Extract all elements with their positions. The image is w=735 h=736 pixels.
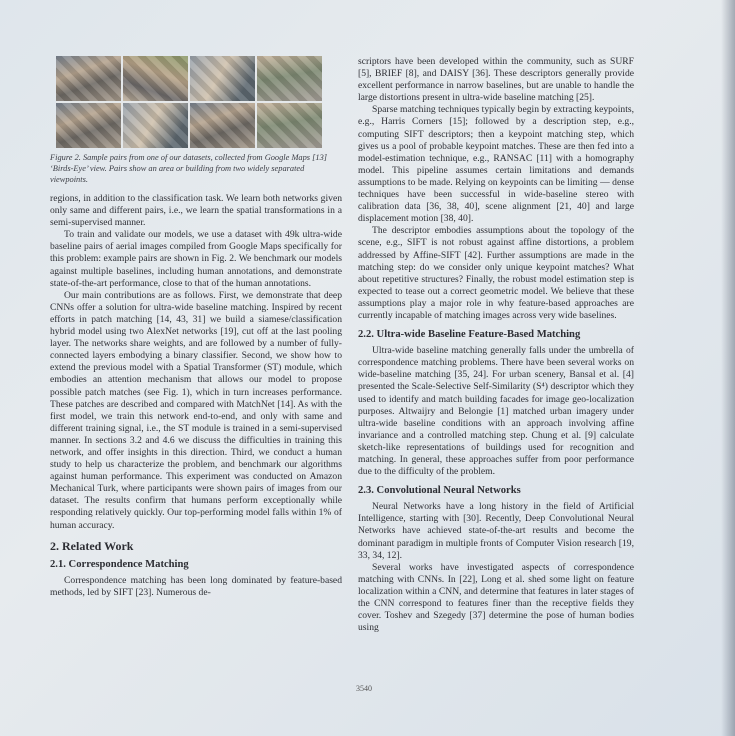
paragraph: Correspondence matching has been long dominated by feature-based methods, led by SIFT [23]. Numerous de- — [50, 574, 342, 598]
subsection-heading: 2.1. Correspondence Matching — [50, 558, 189, 570]
paragraph: Ultra-wide baseline matching generally falls under the umbrella of correspondence matching problems. There have been several works on wide-baseline matching [35, 24]. For urban scenery, Bansal et al. [4] presented the Scale-Selective Self-Similarity (S⁴) descriptor which they used to identify and match building facades for image geo-localization purposes. Altwaijry and Belongie [1] matched urban imagery under ultra-wide baseline conditions with an approach involving affine invariance and a controlled matching step. Chung et al. [9] calculate sketch-like representations of buildings used for recognition and matching. In general, these approaches suffer from poor performance due to the difficulty of the problem. — [358, 345, 634, 478]
paragraph: The descriptor embodies assumptions about the topology of the scene, e.g., SIFT is not robust against affine distortions, a problem addressed by Affine-SIFT [42]. Further assumptions are made in the matching step: do we consider only unique keypoint matches? What about repetitive structures? Finally, the robust model estimation step is expected to tease out a correct geometric model. We believe that these assumptions play a major role in why feature-based approaches are currently incapable of matching images across very wide baselines. — [358, 225, 634, 321]
paragraph: To train and validate our models, we use a dataset with 49k ultra-wide baseline pairs of aerial images compiled from Google Maps specifically for this problem: example pairs are shown in Fig. 2. We benchmark our models against multiple baselines, including human annotations, and demonstrate state-of-the-art performance, close to that of the human annotations. — [50, 229, 342, 289]
paragraph: scriptors have been developed within the community, such as SURF [5], BRIEF [8], and DAISY [36]. These descriptors generally provide excellent performance in narrow baselines, but are unable to handle the large distortions present in ultra-wide baseline matching [25]. — [358, 56, 634, 104]
figure-2-image-grid — [56, 56, 322, 148]
aerial-photo — [56, 56, 121, 101]
aerial-photo — [190, 103, 255, 148]
paragraph: Neural Networks have a long history in the field of Artificial Intelligence, starting with [30]. Recently, Deep Convolutional Neural Networks have achieved state-of-the-art results and become the dominant paradigm in multiple fronts of Computer Vision research [19, 33, 34, 12]. — [358, 501, 634, 561]
aerial-photo — [257, 103, 322, 148]
paragraph: Several works have investigated aspects of correspondence matching with CNNs. In [22], Long et al. shed some light on feature localization within a CNN, and determine that features in later stages of the CNN correspond to features finer than the receptive fields they cover. Toshev and Szegedy [37] determine the pose of human bodies using — [358, 561, 634, 634]
page-edge-shadow — [721, 0, 735, 736]
right-column — [358, 56, 634, 634]
aerial-photo — [190, 56, 255, 101]
subsection-heading: 2.3. Convolutional Neural Networks — [358, 485, 521, 497]
paragraph: regions, in addition to the classification task. We learn both networks given only same and different pairs, i.e., we learn the spatial transformations in a semi-supervised manner. — [50, 193, 342, 229]
aerial-photo — [123, 103, 188, 148]
section-heading: 2. Related Work — [50, 538, 134, 553]
aerial-photo — [123, 56, 188, 101]
figure-caption: Figure 2. Sample pairs from one of our datasets, collected from Google Maps [13] ‘Birds-Eye’ view. Pairs show an area or building from two widely separated viewpoints. — [50, 153, 328, 184]
paragraph: Sparse matching techniques typically begin by extracting keypoints, e.g., Harris Corners [15]; followed by a description step, e.g., computing SIFT descriptors; then a keypoint matching step, which gives us a pool of probable keypoint matches. These are then fed into a model-estimation technique, e.g., RANSAC [11] with a homography model. This pipeline assumes certain limitations and demands assumptions to be made. Relying on keypoints can be limiting — dense techniques have been successful in wide-baseline stereo with calibration data [36, 38, 40], scene alignment [21, 40] and large displacement motion [38, 40]. — [358, 104, 634, 225]
aerial-photo — [56, 103, 121, 148]
page-number: 3540 — [356, 684, 372, 693]
paragraph: Our main contributions are as follows. First, we demonstrate that deep CNNs offer a solution for ultra-wide baseline matching. Inspired by recent efforts in patch matching [14, 43, 31] we build a siamese/classification hybrid model using two AlexNet networks [19], cut off at the last pooling layer. The networks share weights, and are followed by a number of fully-connected layers embodying a binary classifier. Second, we show how to extend the previous model with a Spatial Transformer (ST) module, which embodies an attention mechanism that allows our model to propose possible patch matches (see Fig. 1), which in turn increases performance. These patches are described and compared with MatchNet [14]. As with the first model, we train this network end-to-end, and only with same and different training signal, i.e., the ST module is trained in a semi-supervised manner. In sections 3.2 and 4.6 we discuss the difficulties in training this network, and offer insights in this direction. Third, we conduct a human study to help us characterize the problem, and benchmark our algorithms against human performance. This experiment was conducted on Amazon Mechanical Turk, where participants were shown pairs of images from our dataset. The results confirm that humans perform exceptionally while responding relatively quickly. Our top-performing model falls within 1% of human accuracy. — [50, 289, 342, 531]
subsection-heading: 2.2. Ultra-wide Baseline Feature-Based Matching — [358, 329, 581, 341]
aerial-photo — [257, 56, 322, 101]
left-column — [50, 193, 342, 599]
